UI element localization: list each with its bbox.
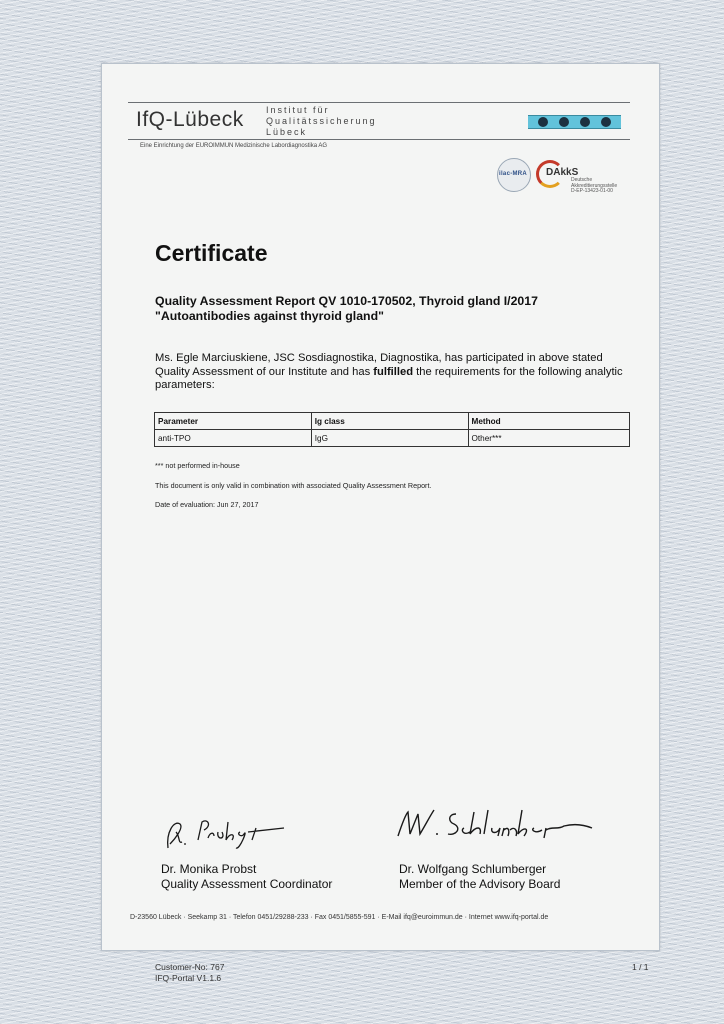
signature-probst [160, 810, 300, 855]
ilac-mra-logo [497, 158, 531, 192]
certificate-title: Certificate [155, 240, 268, 266]
customer-info [155, 962, 224, 984]
signatory-name: Dr. Monika Probst [161, 862, 257, 876]
page-number: 1 / 1 [632, 962, 649, 972]
logo-subtitle-line: Institut für [266, 105, 330, 115]
brand-dot [601, 117, 611, 127]
brand-bar-logo [528, 115, 621, 129]
column-header-ig-class: Ig class [311, 413, 468, 430]
brand-dot [538, 117, 548, 127]
brand-dot [580, 117, 590, 127]
institute-address: D-23560 Lübeck · Seekamp 31 · Telefon 0451/29288-233 · Fax 0451/5855-591 · E-Mail ifq@euroimmun.de · Internet www.ifq-portal.de [130, 914, 549, 921]
report-subtitle-line: Quality Assessment Report QV 1010-170502, Thyroid gland I/2017 [155, 294, 538, 308]
table-row [155, 430, 630, 447]
signatory-role: Member of the Advisory Board [399, 877, 561, 891]
ilac-label: ilac-MRA [499, 171, 528, 177]
dakks-subtext-line: D-EP-13423-01-00 [571, 188, 613, 194]
logo-wordmark: IfQ-Lübeck [136, 108, 244, 131]
logo-subtitle-line: Qualitätssicherung [266, 116, 377, 126]
column-header-method: Method [468, 413, 630, 430]
evaluation-date: Date of evaluation: Jun 27, 2017 [155, 500, 259, 509]
header-top-rule [128, 102, 630, 103]
header-bottom-rule [128, 139, 630, 140]
logo-subtitle [266, 105, 377, 138]
cell-parameter: anti-TPO [155, 430, 312, 447]
report-subtitle-line: "Autoantibodies against thyroid gland" [155, 309, 384, 323]
dakks-subtext [571, 178, 617, 195]
parameters-table [154, 412, 630, 447]
signatory-name: Dr. Wolfgang Schlumberger [399, 862, 547, 876]
signatory-role: Quality Assessment Coordinator [161, 877, 333, 891]
report-subtitle [155, 294, 538, 324]
statement-text: the requirements for the following analytic parameters: [155, 365, 623, 391]
footnote: *** not performed in-house [155, 461, 240, 470]
portal-version: IFQ-Portal V1.1.6 [155, 973, 222, 983]
affiliation-text: Eine Einrichtung der EUROIMMUN Medizinische Labordiagnostika AG [140, 143, 328, 149]
signature-schlumberger [392, 804, 612, 854]
participation-statement [155, 352, 633, 393]
cell-method: Other*** [468, 430, 630, 447]
signatory-probst [161, 862, 332, 892]
column-header-parameter: Parameter [155, 413, 312, 430]
dakks-subtext-line: Deutsche [571, 177, 593, 183]
dakks-subtext-line: Akkreditierungsstelle [571, 182, 618, 189]
customer-number: Customer-No: 767 [155, 962, 225, 972]
table-header-row [155, 413, 630, 430]
cell-ig-class: IgG [311, 430, 468, 447]
dakks-name: DAkkS [546, 167, 579, 178]
validity-note: This document is only valid in combination with associated Quality Assessment Report. [155, 481, 432, 490]
statement-fulfilled: fulfilled [373, 365, 414, 378]
logo-subtitle-line: Lübeck [266, 127, 308, 137]
statement-text: Ms. Egle Marciuskiene, JSC Sosdiagnostika, Diagnostika, has participated in above stated Quality Assessment of our Institute and has [155, 352, 603, 378]
brand-dot [559, 117, 569, 127]
signatory-schlumberger [399, 862, 560, 892]
